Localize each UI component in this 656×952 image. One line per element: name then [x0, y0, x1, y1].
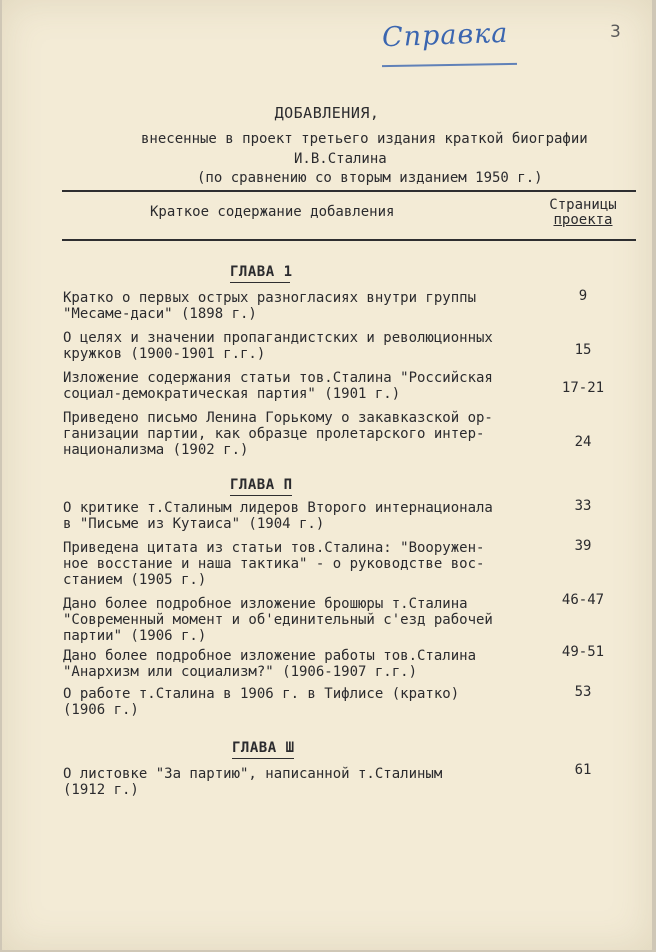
entry-line: "Анархизм или социализм?" (1906-1907 г.г.)	[63, 664, 418, 680]
entry-line: "Месаме-даси" (1898 г.)	[63, 306, 257, 322]
entry-line: (1912 г.)	[63, 782, 139, 798]
entry-line: О листовке "За партию", написанной т.Сталиным	[63, 766, 443, 782]
column-header-pages	[540, 198, 626, 228]
entry-pages: 17-21	[561, 380, 605, 396]
chapter-3-underline	[232, 758, 294, 759]
entry-line: Приведено письмо Ленина Горькому о закавказской ор-	[63, 410, 493, 426]
entry-pages: 53	[574, 684, 592, 700]
chapter-1-underline	[230, 282, 290, 283]
entry-line: Приведена цитата из статьи тов.Сталина: "Вооружен-	[63, 540, 485, 556]
entry-line: (1906 г.)	[63, 702, 139, 718]
column-header-pages-line2: проекта	[553, 212, 613, 228]
entry-line: партии" (1906 г.)	[63, 628, 207, 644]
entry-pages: 39	[574, 538, 592, 554]
subtitle-line-1: внесенные в проект третьего издания краткой биографии	[141, 131, 588, 147]
column-header-content: Краткое содержание добавления	[150, 204, 395, 220]
entry-line: станием (1905 г.)	[63, 572, 207, 588]
entry-line: Изложение содержания статьи тов.Сталина "Российская	[63, 370, 493, 386]
handwritten-annotation: Справка	[381, 17, 509, 54]
document-title: ДОБАВЛЕНИЯ,	[274, 104, 380, 122]
entry-line: ное восстание и наша тактика" - о руководстве вос-	[63, 556, 485, 572]
entry-line: О работе т.Сталина в 1906 г. в Тифлисе (кратко)	[63, 686, 460, 702]
entry-line: "Современный момент и об'единительный с'езд рабочей	[63, 612, 493, 628]
entry-line: ганизации партии, как образце пролетарского интер-	[63, 426, 485, 442]
chapter-2-underline	[230, 495, 292, 496]
entry-line: О целях и значении пропагандистских и революционных	[63, 330, 493, 346]
document-page	[2, 0, 652, 950]
chapter-3-title: ГЛАВА Ш	[232, 740, 295, 756]
entry-line: кружков (1900-1901 г.г.)	[63, 346, 266, 362]
entry-line: социал-демократическая партия" (1901 г.)	[63, 386, 401, 402]
entry-line: Кратко о первых острых разногласиях внутри группы	[63, 290, 477, 306]
table-top-rule	[62, 190, 636, 192]
chapter-1-title: ГЛАВА 1	[230, 264, 293, 280]
entry-line: национализма (1902 г.)	[63, 442, 249, 458]
entry-line: О критике т.Сталиным лидеров Второго интернационала	[63, 500, 493, 516]
entry-pages: 61	[574, 762, 592, 778]
entry-line: Дано более подробное изложение брошюры т.Сталина	[63, 596, 468, 612]
entry-line: Дано более подробное изложение работы тов.Сталина	[63, 648, 477, 664]
table-header-rule	[62, 239, 636, 241]
entry-pages: 15	[574, 342, 592, 358]
entry-pages: 46-47	[561, 592, 605, 608]
entry-pages: 24	[574, 434, 592, 450]
chapter-2-title: ГЛАВА П	[230, 477, 293, 493]
page-number: 3	[610, 22, 621, 42]
entry-line: в "Письме из Кутаиса" (1904 г.)	[63, 516, 325, 532]
entry-pages: 33	[574, 498, 592, 514]
handwritten-underline	[382, 63, 517, 67]
subtitle-line-3: (по сравнению со вторым изданием 1950 г.)	[197, 170, 543, 186]
column-header-pages-line1: Страницы	[549, 197, 617, 213]
subtitle-line-2: И.В.Сталина	[294, 151, 387, 167]
entry-pages: 49-51	[561, 644, 605, 660]
entry-pages: 9	[578, 288, 588, 304]
